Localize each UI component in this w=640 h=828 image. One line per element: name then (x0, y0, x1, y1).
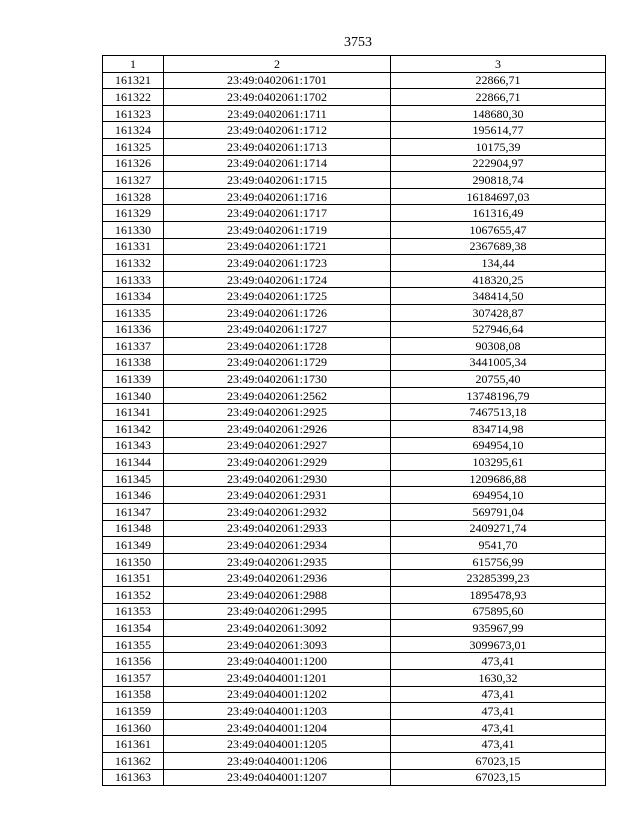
cadastral-number-cell: 23:49:0404001:1200 (164, 653, 391, 670)
value-cell: 527946,64 (391, 321, 606, 338)
cadastral-number-cell: 23:49:0402061:1711 (164, 105, 391, 122)
value-cell: 20755,40 (391, 371, 606, 388)
value-cell: 1630,32 (391, 669, 606, 686)
row-number-cell: 161326 (103, 155, 164, 172)
table-row (103, 122, 606, 139)
value-cell: 9541,70 (391, 537, 606, 554)
row-number-cell: 161344 (103, 454, 164, 471)
value-cell: 1209686,88 (391, 470, 606, 487)
cadastral-number-cell: 23:49:0402061:3093 (164, 636, 391, 653)
row-number-cell: 161333 (103, 271, 164, 288)
table-row (103, 454, 606, 471)
table-row (103, 537, 606, 554)
cadastral-number-cell: 23:49:0402061:1714 (164, 155, 391, 172)
table-row (103, 620, 606, 637)
table-row (103, 304, 606, 321)
value-cell: 694954,10 (391, 487, 606, 504)
column-header-3: 3 (391, 56, 606, 73)
row-number-cell: 161327 (103, 172, 164, 189)
table-row (103, 686, 606, 703)
table-row (103, 255, 606, 272)
table-row (103, 188, 606, 205)
row-number-cell: 161336 (103, 321, 164, 338)
row-number-cell: 161342 (103, 421, 164, 438)
row-number-cell: 161343 (103, 437, 164, 454)
table-row (103, 321, 606, 338)
value-cell: 16184697,03 (391, 188, 606, 205)
cadastral-number-cell: 23:49:0402061:1729 (164, 354, 391, 371)
cadastral-number-cell: 23:49:0402061:2927 (164, 437, 391, 454)
row-number-cell: 161347 (103, 504, 164, 521)
table-row (103, 404, 606, 421)
row-number-cell: 161334 (103, 288, 164, 305)
table-row (103, 570, 606, 587)
cadastral-number-cell: 23:49:0402061:1717 (164, 205, 391, 222)
row-number-cell: 161357 (103, 669, 164, 686)
value-cell: 13748196,79 (391, 387, 606, 404)
cadastral-number-cell: 23:49:0402061:2926 (164, 421, 391, 438)
table-row (103, 470, 606, 487)
value-cell: 7467513,18 (391, 404, 606, 421)
cadastral-number-cell: 23:49:0402061:1724 (164, 271, 391, 288)
value-cell: 834714,98 (391, 421, 606, 438)
row-number-cell: 161351 (103, 570, 164, 587)
table-row (103, 719, 606, 736)
cadastral-number-cell: 23:49:0402061:2935 (164, 553, 391, 570)
cadastral-number-cell: 23:49:0402061:2932 (164, 504, 391, 521)
table-row (103, 238, 606, 255)
value-cell: 694954,10 (391, 437, 606, 454)
table-row (103, 221, 606, 238)
value-cell: 195614,77 (391, 122, 606, 139)
value-cell: 473,41 (391, 703, 606, 720)
row-number-cell: 161356 (103, 653, 164, 670)
column-header-1: 1 (103, 56, 164, 73)
table-row (103, 587, 606, 604)
row-number-cell: 161355 (103, 636, 164, 653)
value-cell: 67023,15 (391, 769, 606, 786)
value-cell: 103295,61 (391, 454, 606, 471)
cadastral-number-cell: 23:49:0402061:1715 (164, 172, 391, 189)
row-number-cell: 161348 (103, 520, 164, 537)
value-cell: 161316,49 (391, 205, 606, 222)
table-row (103, 155, 606, 172)
table-row (103, 553, 606, 570)
value-cell: 473,41 (391, 686, 606, 703)
table-row (103, 487, 606, 504)
cadastral-number-cell: 23:49:0402061:1716 (164, 188, 391, 205)
value-cell: 148680,30 (391, 105, 606, 122)
cadastral-number-cell: 23:49:0402061:2934 (164, 537, 391, 554)
cadastral-number-cell: 23:49:0402061:1702 (164, 89, 391, 106)
value-cell: 1895478,93 (391, 587, 606, 604)
table-row (103, 703, 606, 720)
row-number-cell: 161331 (103, 238, 164, 255)
cadastral-number-cell: 23:49:0404001:1204 (164, 719, 391, 736)
value-cell: 290818,74 (391, 172, 606, 189)
row-number-cell: 161323 (103, 105, 164, 122)
table-row (103, 172, 606, 189)
row-number-cell: 161352 (103, 587, 164, 604)
table-row (103, 736, 606, 753)
row-number-cell: 161353 (103, 603, 164, 620)
cadastral-number-cell: 23:49:0402061:1728 (164, 338, 391, 355)
cadastral-number-cell: 23:49:0404001:1205 (164, 736, 391, 753)
value-cell: 473,41 (391, 653, 606, 670)
row-number-cell: 161340 (103, 387, 164, 404)
table-row (103, 105, 606, 122)
row-number-cell: 161358 (103, 686, 164, 703)
table-row (103, 520, 606, 537)
row-number-cell: 161341 (103, 404, 164, 421)
cadastral-number-cell: 23:49:0402061:1730 (164, 371, 391, 388)
cadastral-number-cell: 23:49:0402061:2988 (164, 587, 391, 604)
value-cell: 22866,71 (391, 89, 606, 106)
cadastral-number-cell: 23:49:0402061:1726 (164, 304, 391, 321)
table-row (103, 288, 606, 305)
row-number-cell: 161354 (103, 620, 164, 637)
cadastral-number-cell: 23:49:0402061:2931 (164, 487, 391, 504)
row-number-cell: 161361 (103, 736, 164, 753)
table-body (103, 56, 606, 786)
value-cell: 935967,99 (391, 620, 606, 637)
table-row (103, 636, 606, 653)
table-row (103, 371, 606, 388)
value-cell: 307428,87 (391, 304, 606, 321)
table-row (103, 437, 606, 454)
row-number-cell: 161324 (103, 122, 164, 139)
cadastral-number-cell: 23:49:0404001:1206 (164, 752, 391, 769)
value-cell: 3099673,01 (391, 636, 606, 653)
cadastral-number-cell: 23:49:0402061:2925 (164, 404, 391, 421)
cadastral-number-cell: 23:49:0404001:1207 (164, 769, 391, 786)
cadastral-number-cell: 23:49:0402061:1723 (164, 255, 391, 272)
table-row (103, 769, 606, 786)
table-row (103, 653, 606, 670)
row-number-cell: 161337 (103, 338, 164, 355)
value-cell: 473,41 (391, 736, 606, 753)
value-cell: 10175,39 (391, 138, 606, 155)
cadastral-number-cell: 23:49:0402061:2930 (164, 470, 391, 487)
table-row (103, 603, 606, 620)
row-number-cell: 161329 (103, 205, 164, 222)
cadastral-number-cell: 23:49:0404001:1202 (164, 686, 391, 703)
row-number-cell: 161350 (103, 553, 164, 570)
row-number-cell: 161363 (103, 769, 164, 786)
value-cell: 1067655,47 (391, 221, 606, 238)
row-number-cell: 161332 (103, 255, 164, 272)
table-row (103, 72, 606, 89)
cadastral-number-cell: 23:49:0402061:2562 (164, 387, 391, 404)
row-number-cell: 161322 (103, 89, 164, 106)
value-cell: 90308,08 (391, 338, 606, 355)
row-number-cell: 161338 (103, 354, 164, 371)
cadastral-number-cell: 23:49:0404001:1201 (164, 669, 391, 686)
table-header-row (103, 56, 606, 73)
row-number-cell: 161349 (103, 537, 164, 554)
row-number-cell: 161321 (103, 72, 164, 89)
cadastral-number-cell: 23:49:0402061:1713 (164, 138, 391, 155)
row-number-cell: 161330 (103, 221, 164, 238)
table-row (103, 271, 606, 288)
cadastral-number-cell: 23:49:0402061:2933 (164, 520, 391, 537)
row-number-cell: 161335 (103, 304, 164, 321)
value-cell: 2367689,38 (391, 238, 606, 255)
table-row (103, 205, 606, 222)
cadastral-number-cell: 23:49:0404001:1203 (164, 703, 391, 720)
row-number-cell: 161339 (103, 371, 164, 388)
value-cell: 348414,50 (391, 288, 606, 305)
registry-table (102, 55, 606, 786)
cadastral-number-cell: 23:49:0402061:2929 (164, 454, 391, 471)
row-number-cell: 161328 (103, 188, 164, 205)
table-row (103, 387, 606, 404)
value-cell: 569791,04 (391, 504, 606, 521)
table-row (103, 354, 606, 371)
cadastral-number-cell: 23:49:0402061:1727 (164, 321, 391, 338)
value-cell: 418320,25 (391, 271, 606, 288)
cadastral-number-cell: 23:49:0402061:3092 (164, 620, 391, 637)
row-number-cell: 161359 (103, 703, 164, 720)
cadastral-number-cell: 23:49:0402061:1719 (164, 221, 391, 238)
value-cell: 615756,99 (391, 553, 606, 570)
value-cell: 23285399,23 (391, 570, 606, 587)
table-row (103, 504, 606, 521)
table-row (103, 338, 606, 355)
value-cell: 2409271,74 (391, 520, 606, 537)
page-number: 3753 (344, 35, 372, 50)
table-row (103, 669, 606, 686)
row-number-cell: 161362 (103, 752, 164, 769)
cadastral-number-cell: 23:49:0402061:1721 (164, 238, 391, 255)
cadastral-number-cell: 23:49:0402061:2995 (164, 603, 391, 620)
table-row (103, 421, 606, 438)
row-number-cell: 161325 (103, 138, 164, 155)
cadastral-number-cell: 23:49:0402061:2936 (164, 570, 391, 587)
value-cell: 134,44 (391, 255, 606, 272)
table-row (103, 138, 606, 155)
cadastral-number-cell: 23:49:0402061:1725 (164, 288, 391, 305)
cadastral-number-cell: 23:49:0402061:1701 (164, 72, 391, 89)
value-cell: 67023,15 (391, 752, 606, 769)
value-cell: 22866,71 (391, 72, 606, 89)
table-row (103, 752, 606, 769)
row-number-cell: 161345 (103, 470, 164, 487)
value-cell: 473,41 (391, 719, 606, 736)
value-cell: 222904,97 (391, 155, 606, 172)
value-cell: 3441005,34 (391, 354, 606, 371)
cadastral-number-cell: 23:49:0402061:1712 (164, 122, 391, 139)
row-number-cell: 161360 (103, 719, 164, 736)
row-number-cell: 161346 (103, 487, 164, 504)
table-row (103, 89, 606, 106)
column-header-2: 2 (164, 56, 391, 73)
value-cell: 675895,60 (391, 603, 606, 620)
